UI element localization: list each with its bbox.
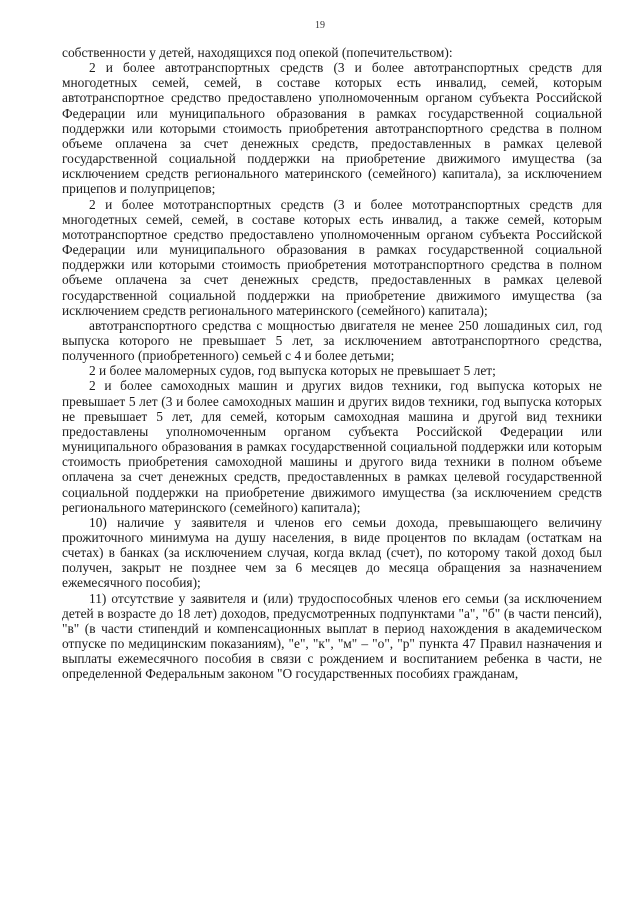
paragraph-continuation: собственности у детей, находящихся под опекой (попечительством): xyxy=(62,45,453,60)
paragraph-self-propelled-machines: 2 и более самоходных машин и других видов техники, год выпуска которых не превышает 5 лет (3 и более самоходных машин и других видов техники, год выпуска которых не превышает 5 лет, для семей, которым самоходная машина и другой вид техники предоставлены уполномоченным органом субъекта Российской Федерации или муниципального образования в рамках государственной социальной поддержки или которым стоимость приобретения самоходной машины и другого вида техники в полном объеме оплачена за счет денежных средств, предоставленных в рамках целевой государственной социальной поддержки на приобретение движимого имущества (за исключением средств регионального материнского (семейного) капитала); xyxy=(62,378,602,515)
page-number: 19 xyxy=(315,20,325,31)
paragraph-item-11: 11) отсутствие у заявителя и (или) трудоспособных членов его семьи (за исключением детей в возрасте до 18 лет) доходов, предусмотренных подпунктами "а", "б" (в части пенсий), "в" (в части стипендий и компенсационных выплат в период нахождения в академическом отпуске по медицинским показаниям), "е", "к", "м" – "о", "р" пункта 47 Правил назначения и выплаты ежемесячного пособия в связи с рождением и воспитанием ребенка в части, не определенной Федеральным законом "О государственных пособиях гражданам, xyxy=(62,590,602,682)
paragraph-item-10: 10) наличие у заявителя и членов его семьи дохода, превышающего величину прожиточного минимума на душу населения, в виде процентов по вкладам (остаткам на счетах) в банках (за исключением случая, когда вклад (счет), по которому такой доход был получен, закрыт не позднее чем за 6 месяцев до месяца обращения за назначением ежемесячного пособия); xyxy=(62,514,602,591)
paragraph-motorcycles: 2 и более мототранспортных средств (3 и более мототранспортных средств для многодетных семей, семей, в составе которых есть инвалид, а также семей, которым мототранспортное средство предоставлено уполномоченным органом субъекта Российской Федерации или муниципального образования в рамках государственной социальной поддержки или которыми стоимость приобретения мототранспортного средства в полном объеме оплачена за счет денежных средств, предоставленных в рамках целевой государственной социальной поддержки на приобретение движимого имущества (за исключением средств регионального материнского (семейного) капитала); xyxy=(62,196,602,318)
paragraph-small-vessels: 2 и более маломерных судов, год выпуска которых не превышает 5 лет; xyxy=(89,363,496,379)
paragraph-engine-power: автотранспортного средства с мощностью двигателя не менее 250 лошадиных сил, год выпуска которого не превышает 5 лет, за исключением автотранспортного средства, полученного (приобретенного) семьей с 4 и более детьми; xyxy=(62,317,602,364)
paragraph-vehicles: 2 и более автотранспортных средств (3 и более автотранспортных средств для многодетных семей, семей, в составе которых есть инвалид, семей, которым автотранспортное средство предоставлено уполномоченным органом субъекта Российской Федерации или муниципального образования в рамках государственной социальной поддержки или которыми стоимость приобретения автотранспортного средства в полном объеме оплачена за счет денежных средств, предоставленных в рамках целевой государственной социальной поддержки на приобретение движимого имущества (за исключением средств регионального материнского (семейного) капитала), за исключением прицепов и полуприцепов; xyxy=(62,60,602,197)
document-body xyxy=(62,45,602,682)
